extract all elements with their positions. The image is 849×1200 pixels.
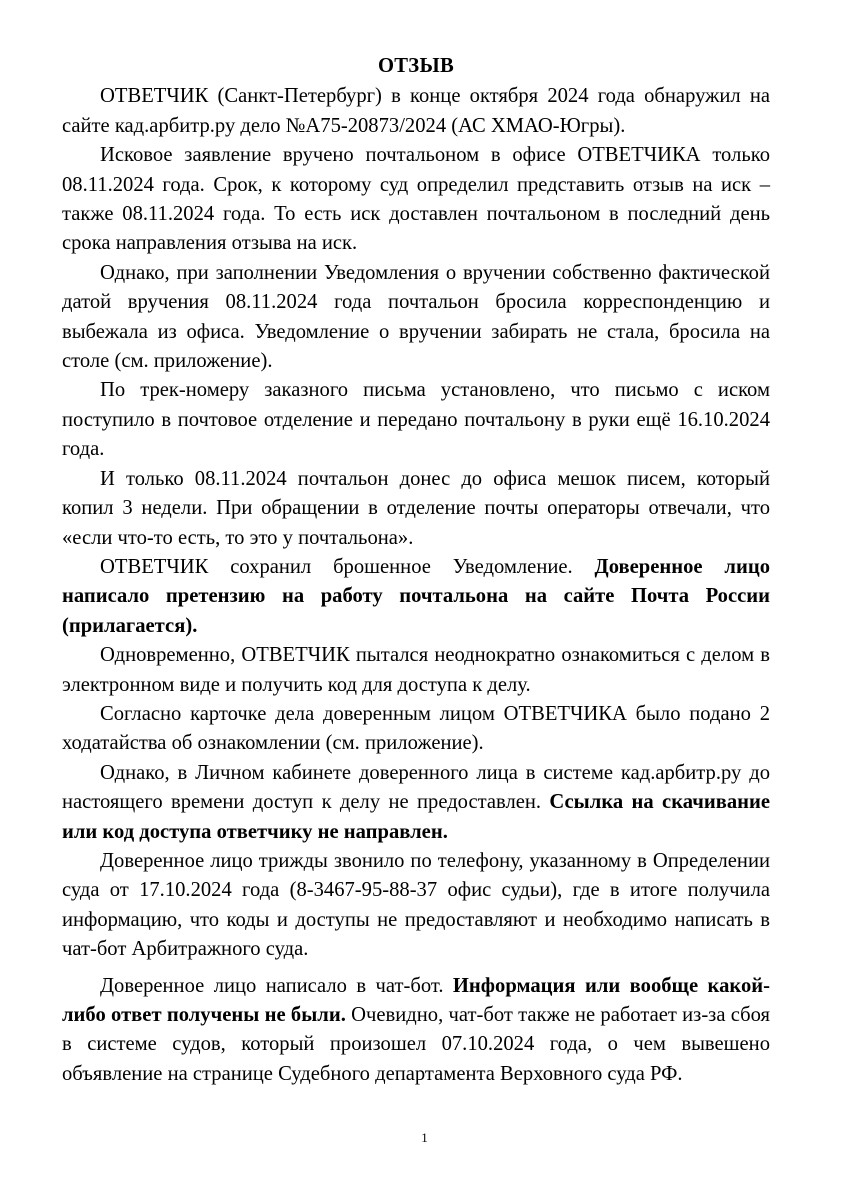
paragraph-petitions: Согласно карточке дела доверенным лицом ОТВЕТЧИКА было подано 2 ходатайства об ознакомлении (см. приложение).	[62, 702, 770, 755]
paragraph-claim-delivery: Исковое заявление вручено почтальоном в офисе ОТВЕТЧИКА только 08.11.2024 года. Срок, к которому суд определил представить отзыв на иск – также 08.11.2024 года. То есть иск доставлен почтальоном в последний день срока направления отзыва на иск.	[62, 144, 770, 255]
paragraph-complaint	[62, 553, 770, 641]
paragraph-chat-bot-bold: Информация или вообще какой-либо ответ получены не были.	[62, 974, 770, 1026]
document-page	[62, 52, 770, 1089]
paragraph-chat-bot-text-2: Очевидно, чат-бот также не работает из-за сбоя в системе судов, который произошел 07.10.2024 года, о чем вывешено объявление на странице Судебного департамента Верховного суда РФ.	[62, 1004, 771, 1085]
paragraph-discovery: ОТВЕТЧИК (Санкт-Петербург) в конце октября 2024 года обнаружил на сайте кад.арбитр.ру дело №А75-20873/2024 (АС ХМАО-Югры).	[62, 85, 770, 137]
paragraph-complaint-bold: Доверенное лицо написало претензию на работу почтальона на сайте Почта России (прилагается).	[62, 555, 770, 637]
paragraph-chat-bot-text-1: Доверенное лицо написало в чат-бот.	[100, 974, 453, 997]
paragraph-no-access	[62, 759, 770, 847]
page-number: 1	[421, 1130, 428, 1145]
paragraph-complaint-text: ОТВЕТЧИК сохранил брошенное Уведомление.	[100, 555, 595, 578]
paragraph-no-access-bold: Ссылка на скачивание или код доступа ответчику не направлен.	[62, 791, 770, 843]
paragraph-notification: Однако, при заполнении Уведомления о вручении собственно фактической датой вручения 08.11.2024 года почтальон бросила корреспонденцию и выбежала из офиса. Уведомление о вручении забирать не стала, бросила на столе (см. приложение).	[62, 261, 770, 373]
paragraph-chat-bot	[62, 972, 770, 1090]
paragraph-access-attempts: Одновременно, ОТВЕТЧИК пытался неоднократно ознакомиться с делом в электронном виде и получить код для доступа к делу.	[62, 644, 770, 696]
paragraph-late-delivery: И только 08.11.2024 почтальон донес до офиса мешок писем, который копил 3 недели. При обращении в отделение почты операторы отвечали, что «если что-то есть, то это у почтальона».	[62, 467, 770, 549]
paragraph-no-access-text: Однако, в Личном кабинете доверенного лица в системе кад.арбитр.ру до настоящего времени доступ к делу не предоставлен.	[62, 761, 770, 814]
paragraph-tracking: По трек-номеру заказного письма установлено, что письмо с иском поступило в почтовое отделение и передано почтальону в руки ещё 16.10.2024 года.	[62, 379, 770, 461]
document-title: ОТЗЫВ	[377, 55, 455, 77]
paragraph-phone-calls: Доверенное лицо трижды звонило по телефону, указанному в Определении суда от 17.10.2024 года (8-3467-95-88-37 офис судьи), где в итоге получила информацию, что коды и доступы не предоставляют и необходимо написать в чат-бот Арбитражного суда.	[62, 849, 770, 961]
